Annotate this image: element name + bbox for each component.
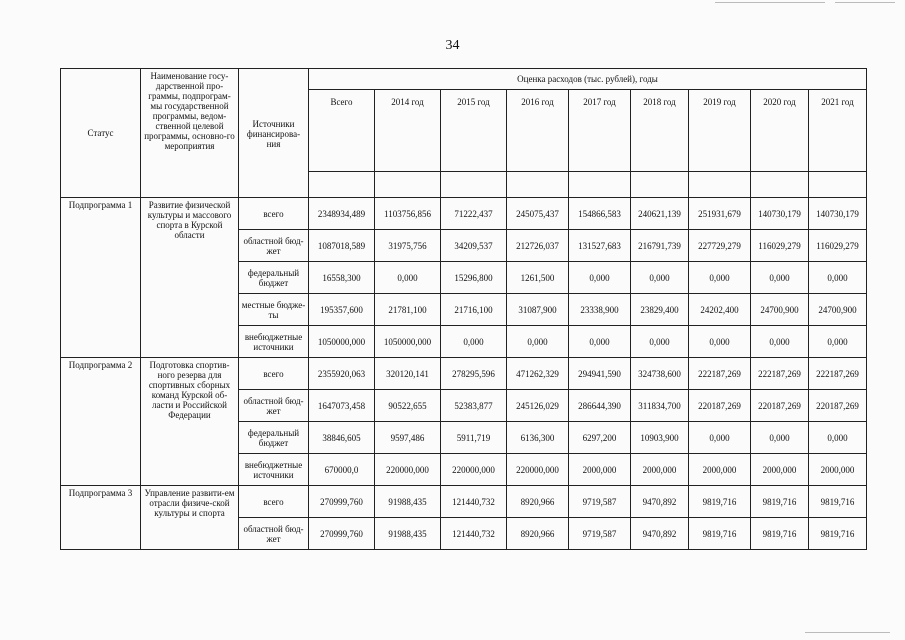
amount-cell: 6136,300 [507,422,569,454]
amount-cell: 9819,716 [689,518,751,550]
header-year: 2021 год [809,90,867,172]
amount-cell: 121440,732 [441,486,507,518]
amount-cell: 9819,716 [809,486,867,518]
amount-cell: 0,000 [569,262,631,294]
amount-cell: 1087018,589 [309,230,375,262]
amount-cell: 0,000 [809,326,867,358]
amount-cell: 1103756,856 [375,198,441,230]
amount-cell: 116029,279 [751,230,809,262]
funding-source: областной бюд-жет [239,390,309,422]
amount-cell: 9719,587 [569,518,631,550]
amount-cell: 324738,600 [631,358,689,390]
amount-cell: 52383,877 [441,390,507,422]
header-estimate: Оценка расходов (тыс. рублей), годы [309,69,867,90]
amount-cell: 270999,760 [309,486,375,518]
header-year: 2019 год [689,90,751,172]
funding-source: федеральный бюджет [239,262,309,294]
amount-cell: 0,000 [751,326,809,358]
amount-cell: 2000,000 [809,454,867,486]
amount-cell: 220187,269 [751,390,809,422]
amount-cell: 220000,000 [441,454,507,486]
amount-cell: 240621,139 [631,198,689,230]
funding-source: местные бюдже-ты [239,294,309,326]
amount-cell: 2000,000 [689,454,751,486]
amount-cell: 116029,279 [809,230,867,262]
amount-cell: 220187,269 [689,390,751,422]
header-name: Наименование госу-дарственной про-граммы, подпрограм-мы государственной программы, ведом-ственной целевой программы, основно-го мероприятия [141,69,239,198]
amount-cell: 0,000 [631,326,689,358]
amount-cell: 0,000 [507,326,569,358]
amount-cell: 245126,029 [507,390,569,422]
amount-cell: 670000,0 [309,454,375,486]
amount-cell: 2348934,489 [309,198,375,230]
header-year: 2016 год [507,90,569,172]
scan-edge-line [715,2,825,3]
amount-cell: 227729,279 [689,230,751,262]
amount-cell: 16558,300 [309,262,375,294]
funding-source: внебюджетные источники [239,454,309,486]
program-name: Подготовка спортив-ного резерва для спортивных сборных команд Курской об-ласти и Российской Федерации [141,358,239,486]
page-number: 34 [445,38,460,53]
amount-cell: 0,000 [375,262,441,294]
amount-cell: 38846,605 [309,422,375,454]
amount-cell: 9819,716 [689,486,751,518]
amount-cell: 216791,739 [631,230,689,262]
amount-cell: 471262,329 [507,358,569,390]
amount-cell: 1261,500 [507,262,569,294]
header-sources: Источники финансирова-ния [239,69,309,198]
funding-source: всего [239,198,309,230]
expenditure-table [60,68,867,550]
amount-cell: 220000,000 [507,454,569,486]
spacer-cell [375,172,441,198]
funding-source: внебюджетные источники [239,326,309,358]
scan-edge-line [805,632,890,633]
amount-cell: 270999,760 [309,518,375,550]
amount-cell: 286644,390 [569,390,631,422]
amount-cell: 311834,700 [631,390,689,422]
amount-cell: 195357,600 [309,294,375,326]
amount-cell: 23338,900 [569,294,631,326]
amount-cell: 9719,587 [569,486,631,518]
amount-cell: 10903,900 [631,422,689,454]
amount-cell: 90522,655 [375,390,441,422]
amount-cell: 0,000 [689,422,751,454]
amount-cell: 71222,437 [441,198,507,230]
amount-cell: 24202,400 [689,294,751,326]
amount-cell: 278295,596 [441,358,507,390]
amount-cell: 31087,900 [507,294,569,326]
amount-cell: 21781,100 [375,294,441,326]
spacer-cell [689,172,751,198]
amount-cell: 0,000 [569,326,631,358]
amount-cell: 24700,900 [809,294,867,326]
amount-cell: 8920,966 [507,518,569,550]
amount-cell: 91988,435 [375,518,441,550]
amount-cell: 0,000 [689,326,751,358]
funding-source: областной бюд-жет [239,518,309,550]
amount-cell: 222187,269 [751,358,809,390]
amount-cell: 294941,590 [569,358,631,390]
funding-source: федеральный бюджет [239,422,309,454]
amount-cell: 2000,000 [569,454,631,486]
spacer-cell [631,172,689,198]
funding-source: всего [239,486,309,518]
amount-cell: 9470,892 [631,486,689,518]
amount-cell: 1647073,458 [309,390,375,422]
spacer-cell [507,172,569,198]
spacer-cell [569,172,631,198]
program-name: Развитие физической культуры и массового спорта в Курской области [141,198,239,358]
header-status: Статус [61,69,141,198]
amount-cell: 23829,400 [631,294,689,326]
amount-cell: 220187,269 [809,390,867,422]
spacer-cell [309,172,375,198]
amount-cell: 251931,679 [689,198,751,230]
amount-cell: 0,000 [809,422,867,454]
amount-cell: 121440,732 [441,518,507,550]
amount-cell: 222187,269 [689,358,751,390]
amount-cell: 8920,966 [507,486,569,518]
amount-cell: 2355920,063 [309,358,375,390]
amount-cell: 9470,892 [631,518,689,550]
table-row [61,486,867,518]
amount-cell: 21716,100 [441,294,507,326]
program-status: Подпрограмма 3 [61,486,141,550]
amount-cell: 15296,800 [441,262,507,294]
amount-cell: 9597,486 [375,422,441,454]
amount-cell: 140730,179 [809,198,867,230]
amount-cell: 2000,000 [631,454,689,486]
spacer-cell [751,172,809,198]
amount-cell: 1050000,000 [309,326,375,358]
scan-edge-line [835,2,895,3]
header-year: 2015 год [441,90,507,172]
header-year: 2014 год [375,90,441,172]
amount-cell: 6297,200 [569,422,631,454]
amount-cell: 5911,719 [441,422,507,454]
amount-cell: 220000,000 [375,454,441,486]
program-status: Подпрограмма 2 [61,358,141,486]
amount-cell: 154866,583 [569,198,631,230]
amount-cell: 320120,141 [375,358,441,390]
amount-cell: 0,000 [809,262,867,294]
amount-cell: 91988,435 [375,486,441,518]
amount-cell: 131527,683 [569,230,631,262]
funding-source: областной бюд-жет [239,230,309,262]
header-year: Всего [309,90,375,172]
amount-cell: 2000,000 [751,454,809,486]
table-body [61,198,867,550]
amount-cell: 0,000 [689,262,751,294]
amount-cell: 0,000 [441,326,507,358]
program-status: Подпрограмма 1 [61,198,141,358]
amount-cell: 1050000,000 [375,326,441,358]
header-row [61,69,867,90]
amount-cell: 0,000 [751,422,809,454]
header-year: 2018 год [631,90,689,172]
table-row [61,198,867,230]
header-year: 2017 год [569,90,631,172]
header-year: 2020 год [751,90,809,172]
program-name: Управление развити-ем отрасли физиче-ской культуры и спорта [141,486,239,550]
amount-cell: 31975,756 [375,230,441,262]
amount-cell: 0,000 [631,262,689,294]
amount-cell: 9819,716 [751,486,809,518]
table-row [61,358,867,390]
spacer-cell [809,172,867,198]
amount-cell: 212726,037 [507,230,569,262]
amount-cell: 9819,716 [809,518,867,550]
spacer-cell [441,172,507,198]
amount-cell: 34209,537 [441,230,507,262]
amount-cell: 9819,716 [751,518,809,550]
amount-cell: 24700,900 [751,294,809,326]
amount-cell: 0,000 [751,262,809,294]
funding-source: всего [239,358,309,390]
amount-cell: 140730,179 [751,198,809,230]
amount-cell: 245075,437 [507,198,569,230]
amount-cell: 222187,269 [809,358,867,390]
